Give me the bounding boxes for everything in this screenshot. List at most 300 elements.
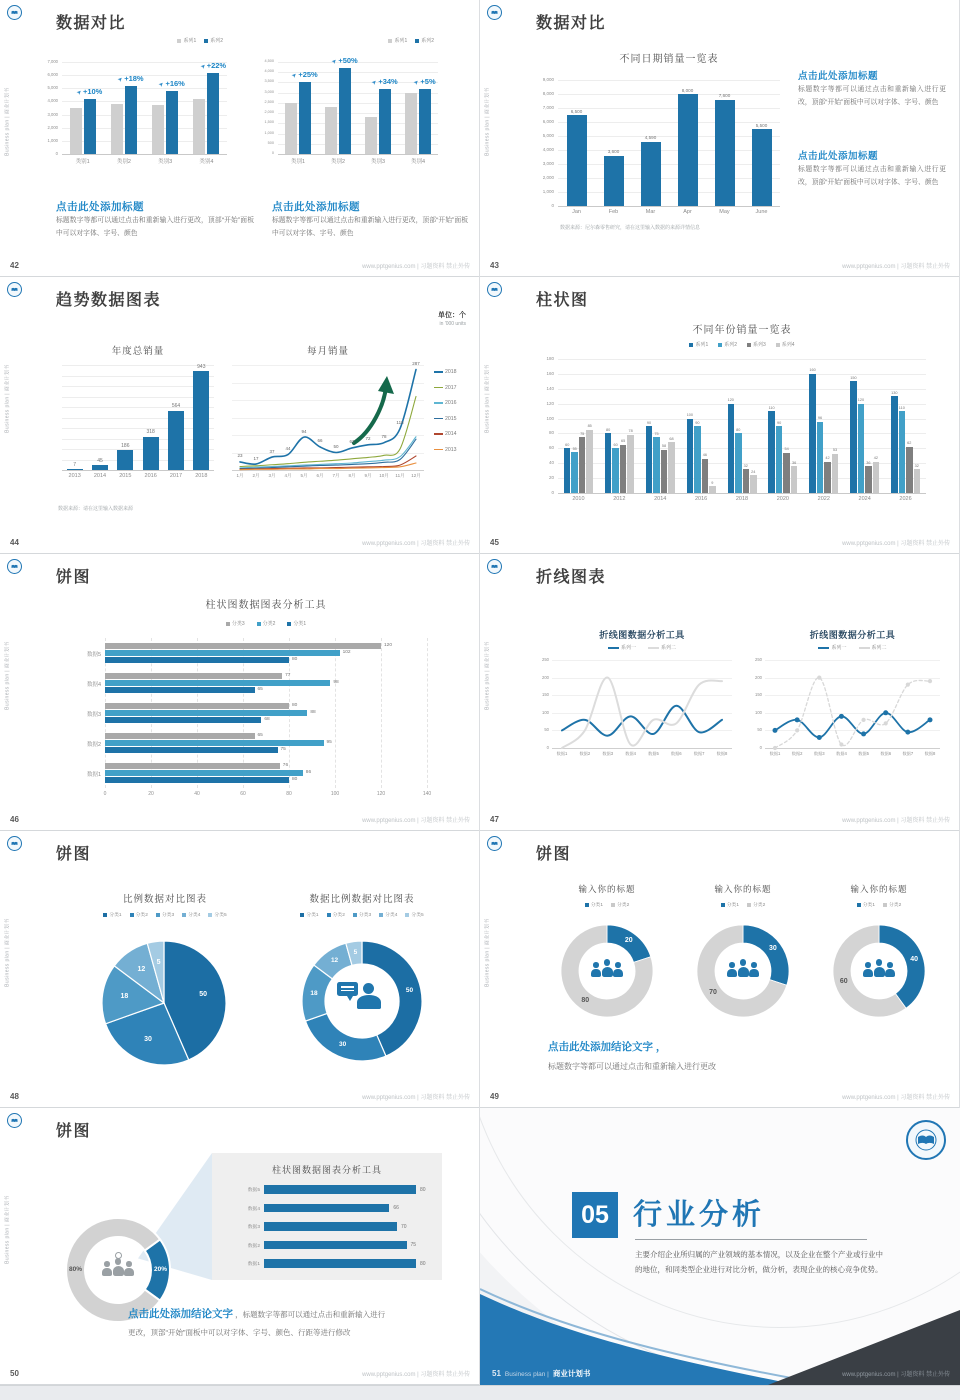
- legend-swatch: [648, 647, 659, 649]
- bar: [728, 404, 735, 493]
- x-axis-tick: 40: [194, 791, 200, 797]
- chart-legend: [300, 37, 438, 44]
- gridline: [427, 638, 428, 788]
- person-body: [863, 969, 872, 978]
- line-series: [240, 397, 416, 467]
- bar: [586, 430, 593, 493]
- person-body: [102, 1268, 111, 1277]
- chart-legend: [66, 911, 264, 918]
- x-axis-label: 5月: [300, 473, 308, 478]
- legend-swatch: [585, 903, 589, 907]
- slide-45-thumbnail[interactable]: [480, 277, 960, 554]
- book-glyph: [10, 839, 19, 848]
- gridline: [552, 748, 732, 749]
- y-axis-tick: 0: [55, 151, 58, 156]
- chart-title: 柱状图数据图表分析工具: [205, 600, 327, 611]
- legend-swatch: [776, 343, 780, 347]
- bar: [105, 643, 381, 649]
- person-head: [604, 959, 611, 966]
- gridline: [62, 449, 214, 450]
- slice-label: 40: [910, 955, 919, 963]
- growth-text: +25%: [298, 70, 318, 80]
- legend-swatch: [434, 433, 443, 435]
- slide-cell-49: [480, 831, 960, 1108]
- y-axis-tick: 0: [759, 745, 762, 750]
- legend-swatch: [608, 647, 619, 649]
- y-axis-tick: 0: [551, 203, 554, 208]
- x-axis-label: 类别4: [199, 159, 214, 165]
- legend-swatch: [721, 903, 725, 907]
- gridline: [62, 460, 214, 461]
- x-axis-label: 12月: [411, 473, 421, 478]
- x-axis-label: 3月: [268, 473, 276, 478]
- legend-swatch: [415, 39, 419, 43]
- slide-title: 趋势数据图表: [56, 292, 162, 309]
- gridline: [62, 154, 227, 155]
- y-axis-tick: 150: [542, 692, 549, 698]
- bar: [776, 426, 783, 493]
- bar-value-label: 6,500: [570, 108, 583, 114]
- slide-title: 饼图: [56, 846, 92, 863]
- legend-label: 2013: [445, 446, 457, 453]
- bar: [264, 1204, 389, 1213]
- bar: [791, 466, 798, 493]
- legend-item: [434, 400, 457, 406]
- legend-label: 分类5: [411, 913, 424, 918]
- bar-value-label: 42: [873, 456, 879, 461]
- slide-46-thumbnail[interactable]: [0, 554, 480, 831]
- chart-legend: [829, 901, 929, 908]
- x-axis-label: 2017: [169, 473, 183, 479]
- slide-cell-47: [480, 554, 960, 831]
- bar-value-label: 95: [326, 739, 332, 745]
- footer-watermark: www.pptgenius.com | 习题资料 禁止外传: [362, 264, 470, 270]
- footer-watermark: www.pptgenius.com | 习题资料 禁止外传: [362, 1372, 470, 1378]
- x-axis-label: 1月: [236, 473, 244, 478]
- bar-value-label: 80: [292, 702, 298, 708]
- x-axis-label: 2014: [654, 496, 667, 502]
- section-number: 05: [572, 1192, 618, 1238]
- x-axis-label: 类别3: [158, 159, 173, 165]
- data-point: [839, 714, 844, 719]
- legend-swatch: [883, 903, 887, 907]
- legend-label: 分类2: [135, 913, 148, 918]
- legend-item: [818, 644, 846, 651]
- bar-value-label: 110: [898, 405, 905, 410]
- person-body: [113, 1266, 124, 1276]
- x-axis-label: 类别4: [410, 159, 426, 165]
- slide-title: 饼图: [536, 846, 572, 863]
- slide-48-thumbnail[interactable]: [0, 831, 480, 1108]
- bar: [914, 469, 921, 493]
- data-point: [773, 728, 778, 733]
- y-axis-tick: 3,500: [264, 79, 274, 84]
- book-glyph: [10, 1116, 19, 1125]
- book-glyph: [490, 8, 499, 17]
- slice-label: 60: [839, 978, 848, 986]
- bar: [832, 454, 839, 493]
- bar: [604, 156, 624, 206]
- conclusion-heading: 点击此处添加结论文字 ，: [548, 1041, 667, 1053]
- x-axis-label: 类别1: [75, 159, 90, 165]
- legend-label: 分类2: [262, 621, 276, 627]
- chart-title: 年度总销量: [111, 346, 165, 357]
- legend-label: 分类5: [214, 913, 227, 918]
- legend-item: [747, 341, 766, 348]
- gridline: [558, 419, 926, 420]
- bar-value-label: 55: [572, 446, 577, 451]
- chart-title: 输入你的标题: [578, 884, 636, 894]
- chart-canvas: [552, 660, 732, 748]
- bar: [579, 437, 586, 493]
- gridline: [558, 150, 780, 151]
- legend-item: [388, 37, 407, 44]
- legend-item: [434, 447, 457, 453]
- people-group-icon: [95, 1256, 141, 1284]
- x-axis-label: 11月: [395, 473, 405, 478]
- growth-text: +5%: [420, 76, 436, 86]
- bar-value-label: 3,600: [607, 149, 620, 155]
- x-axis-tick: 140: [422, 791, 432, 797]
- bar-chart: [62, 363, 214, 479]
- slide-44-thumbnail[interactable]: [0, 277, 480, 554]
- bar: [627, 435, 634, 493]
- person-head: [126, 1261, 132, 1267]
- bar-value-label: 160: [809, 368, 816, 373]
- bar: [571, 452, 578, 493]
- legend-label: 分类1: [726, 903, 739, 908]
- x-axis-tick: 60: [240, 791, 246, 797]
- line-chart: [542, 657, 732, 756]
- chart-legend: [558, 341, 926, 348]
- slide-50-thumbnail[interactable]: [0, 1108, 480, 1385]
- legend-swatch: [718, 343, 722, 347]
- chart-panel: [212, 1153, 442, 1280]
- gridline: [62, 376, 214, 377]
- slice-label: 80%: [68, 1266, 82, 1273]
- gridline: [62, 418, 214, 419]
- x-axis-label: 类别3: [370, 159, 386, 165]
- bar: [92, 465, 108, 470]
- y-axis-tick: 20: [548, 475, 554, 481]
- slice-label: 70: [709, 988, 717, 996]
- slide-51-thumbnail[interactable]: [480, 1108, 960, 1385]
- footer-watermark: www.pptgenius.com | 习题资料 禁止外传: [842, 1372, 950, 1378]
- growth-label: [148, 79, 196, 88]
- chart-canvas: [765, 660, 940, 748]
- bar: [166, 91, 178, 154]
- data-point: [817, 676, 821, 680]
- bar-value-label: 70: [401, 1223, 407, 1230]
- legend-item: [177, 37, 196, 44]
- bar-value-label: 54: [784, 447, 789, 452]
- growth-arrow-icon: ➤: [75, 88, 84, 97]
- growth-arrow-icon: ➤: [413, 78, 422, 87]
- growth-text: +10%: [82, 86, 103, 96]
- data-point: [928, 679, 932, 683]
- bar-chart: [546, 356, 926, 502]
- slide-47-thumbnail[interactable]: [480, 554, 960, 831]
- chart-legend: [693, 901, 793, 908]
- bar: [193, 99, 205, 154]
- x-axis-label: 数据7: [902, 751, 914, 756]
- x-axis-label: 类别2: [330, 159, 346, 165]
- line-series: [562, 678, 722, 748]
- bar-value-label: 32: [914, 463, 919, 468]
- growth-label: [66, 87, 114, 96]
- bar-value-label: 80: [420, 1186, 426, 1193]
- legend-swatch: [747, 343, 751, 347]
- y-axis-tick: 9,000: [542, 77, 554, 82]
- person-speech-icon: [336, 979, 388, 1021]
- brand-logo-icon: [7, 1113, 22, 1128]
- slide-title: 饼图: [56, 569, 92, 586]
- x-axis-tick: 120: [376, 791, 386, 797]
- y-axis-tick: 7,000: [47, 59, 58, 64]
- wave-decoration: [480, 1108, 960, 1385]
- legend-item: [434, 385, 457, 391]
- legend-label: 分类2: [617, 903, 630, 908]
- group-label: 数据5: [247, 1188, 260, 1193]
- legend-label: 2014: [445, 431, 457, 437]
- bar: [168, 411, 184, 470]
- bar-value-label: 75: [280, 746, 286, 752]
- legend-swatch: [130, 913, 134, 917]
- footer-watermark: www.pptgenius.com | 习题资料 禁止外传: [842, 264, 950, 270]
- x-axis-label: Mar: [645, 209, 656, 215]
- bar: [567, 115, 587, 206]
- gridline: [62, 386, 214, 387]
- bar-value-label: 77: [285, 672, 291, 678]
- x-axis-label: 9月: [364, 473, 372, 478]
- legend-swatch: [208, 913, 212, 917]
- brand-logo-icon: [7, 5, 22, 20]
- pie-chart: [102, 941, 226, 1065]
- person-head: [740, 959, 747, 966]
- book-glyph: [490, 285, 499, 294]
- legend-swatch: [388, 39, 392, 43]
- bar-value-label: 318: [146, 429, 155, 436]
- x-axis-label: 4月: [284, 473, 292, 478]
- gridline: [558, 94, 780, 95]
- y-axis-tick: 2,000: [264, 110, 274, 115]
- growth-label: [281, 70, 329, 79]
- block-heading: 点击此处添加标题: [798, 151, 879, 162]
- section-body: 主要介绍企业所归属的产业领域的基本情况，以及企业在整个产业或行业中的地位，和同类型企业进行对比分析，做分析，表现企业的核心竞争优势。: [635, 1250, 883, 1274]
- conclusion-line: [128, 1304, 458, 1322]
- slide-43-thumbnail[interactable]: [480, 0, 960, 277]
- legend-item: [226, 620, 245, 627]
- y-axis-tick: 4,000: [542, 147, 554, 152]
- bar: [105, 733, 255, 739]
- slide-42-thumbnail[interactable]: [0, 0, 480, 277]
- slide-title: 柱状图: [536, 292, 589, 309]
- gridline: [232, 470, 424, 471]
- legend-item: [327, 911, 345, 918]
- data-point: [928, 717, 933, 722]
- bubble-tail: [347, 996, 353, 1001]
- y-axis-tick: 6,000: [542, 119, 554, 124]
- group-label: 数据1: [247, 1262, 260, 1267]
- page-number: 42: [10, 261, 19, 270]
- bar: [906, 447, 913, 493]
- page-number: 50: [10, 1369, 19, 1378]
- legend-swatch: [611, 903, 615, 907]
- legend-swatch: [226, 622, 230, 626]
- slice-label: 20%: [153, 1266, 167, 1273]
- y-axis-tick: 140: [546, 385, 554, 391]
- x-axis-label: 数据6: [880, 751, 892, 756]
- bar: [105, 770, 303, 776]
- slide-cell-45: [480, 277, 960, 554]
- x-axis-label: 2015: [119, 473, 132, 479]
- bar: [299, 82, 311, 154]
- bar-value-label: 9: [711, 480, 714, 485]
- badge-ring-icon: [115, 1252, 122, 1259]
- unit-label: 单位：个: [438, 312, 466, 319]
- x-axis-label: 8月: [348, 473, 356, 478]
- person-body: [591, 969, 600, 978]
- y-axis-tick: 5,000: [542, 133, 554, 138]
- growth-text: +50%: [338, 56, 358, 66]
- legend-swatch: [353, 913, 357, 917]
- bar: [264, 1222, 397, 1231]
- x-axis-label: Feb: [608, 209, 619, 215]
- slide-cell-50: [0, 1108, 480, 1385]
- legend-item: [257, 620, 276, 627]
- bar-value-label: 65: [257, 732, 263, 738]
- sidebar-watermark: Business plan | 商业计划书: [484, 87, 491, 156]
- point-value-label: 17: [253, 455, 259, 461]
- person-head: [876, 959, 883, 966]
- group-label: 数据5: [86, 652, 101, 658]
- group-label: 数据4: [247, 1206, 260, 1212]
- growth-text: +22%: [206, 60, 227, 70]
- bar-value-label: 100: [686, 413, 694, 418]
- y-axis-tick: 200: [755, 674, 762, 680]
- growth-label: [401, 77, 449, 86]
- bar-value-label: 186: [121, 442, 130, 449]
- y-axis-tick: 2,000: [47, 124, 58, 130]
- bar-value-label: 78: [628, 429, 633, 434]
- slide-title: 饼图: [56, 1123, 92, 1140]
- x-axis-label: 2022: [817, 496, 830, 502]
- slice-label: 12: [330, 956, 339, 964]
- person-body: [124, 1268, 133, 1277]
- group-label: 数据3: [86, 712, 101, 718]
- legend-swatch: [257, 622, 261, 626]
- x-axis-label: 数据6: [670, 751, 682, 756]
- conclusion-heading: 点击此处添加结论文字: [128, 1308, 233, 1320]
- x-axis-tick: 100: [330, 791, 340, 797]
- bar: [70, 108, 82, 154]
- chart-title: 折线图数据分析工具: [809, 630, 896, 640]
- bar: [207, 73, 219, 154]
- bar-value-label: 80: [292, 776, 298, 782]
- bar: [865, 466, 872, 493]
- x-axis-label: 类别1: [290, 159, 306, 165]
- bar: [661, 450, 668, 493]
- bar: [899, 411, 906, 493]
- bar: [620, 445, 627, 493]
- x-axis-label: 10月: [379, 473, 389, 478]
- person-body: [613, 969, 622, 978]
- person-head: [593, 962, 599, 968]
- slide-49-thumbnail[interactable]: [480, 831, 960, 1108]
- legend-item: [883, 901, 901, 908]
- group-label: 数据1: [86, 772, 101, 778]
- sidebar-watermark: Business plan | 商业计划书: [484, 641, 491, 710]
- legend-label: 系列1: [183, 38, 197, 44]
- point-value-label: 287: [412, 361, 420, 367]
- bar: [264, 1185, 416, 1194]
- sidebar-watermark: Business plan | 商业计划书: [484, 918, 491, 987]
- slide-cell-44: [0, 277, 480, 554]
- gridline: [381, 638, 382, 788]
- page-number: 45: [490, 538, 499, 547]
- legend-label: 分类1: [862, 903, 875, 908]
- brand-logo-icon: [487, 282, 502, 297]
- chart-title: 不同年份销量一览表: [692, 325, 792, 336]
- legend-item: [776, 341, 795, 348]
- bar-value-label: 7: [73, 461, 77, 468]
- y-axis-tick: 8,000: [542, 91, 554, 96]
- bar-value-label: 60: [613, 442, 618, 447]
- y-axis-tick: 50: [757, 727, 762, 733]
- chart-title: 每月销量: [306, 346, 349, 357]
- bar-value-label: 66: [393, 1205, 399, 1211]
- person-body: [357, 995, 381, 1009]
- bar: [105, 657, 289, 663]
- bar-value-label: 7,600: [718, 93, 731, 99]
- legend-item: [718, 341, 737, 348]
- bar: [709, 486, 716, 493]
- unit-sublabel: in '000 units: [439, 321, 466, 327]
- chart-title: 不同日期销量一览表: [619, 54, 719, 65]
- bar-value-label: 24: [751, 469, 756, 474]
- chart-canvas: [232, 365, 424, 470]
- x-axis-label: 数据4: [836, 751, 847, 756]
- bar: [193, 371, 209, 470]
- sidebar-watermark: Business plan | 商业计划书: [4, 918, 11, 987]
- growth-label: [321, 56, 369, 65]
- bar: [678, 94, 698, 206]
- bar: [339, 68, 351, 154]
- legend-label: 2017: [445, 384, 457, 391]
- block-heading: 点击此处添加标题: [272, 201, 360, 213]
- legend-label: 2015: [445, 415, 457, 422]
- page-number: 44: [10, 538, 19, 547]
- legend-item: [434, 431, 457, 437]
- x-axis-tick: 0: [103, 791, 107, 797]
- legend-label: 2016: [445, 400, 457, 406]
- bar: [105, 763, 280, 769]
- page-number: 47: [490, 815, 499, 824]
- bar: [117, 450, 133, 470]
- slide-title: 数据对比: [536, 15, 607, 32]
- point-value-label: 66: [317, 438, 323, 444]
- book-glyph: [914, 1128, 938, 1152]
- slice-label: 20: [624, 937, 633, 945]
- legend-item: [300, 911, 318, 918]
- bubble-line: [341, 986, 354, 988]
- bar: [125, 86, 137, 154]
- x-axis-label: 数据3: [602, 751, 614, 756]
- bar: [105, 717, 261, 723]
- bar: [419, 89, 431, 154]
- legend-label: 分类4: [188, 913, 201, 918]
- bar: [405, 93, 417, 154]
